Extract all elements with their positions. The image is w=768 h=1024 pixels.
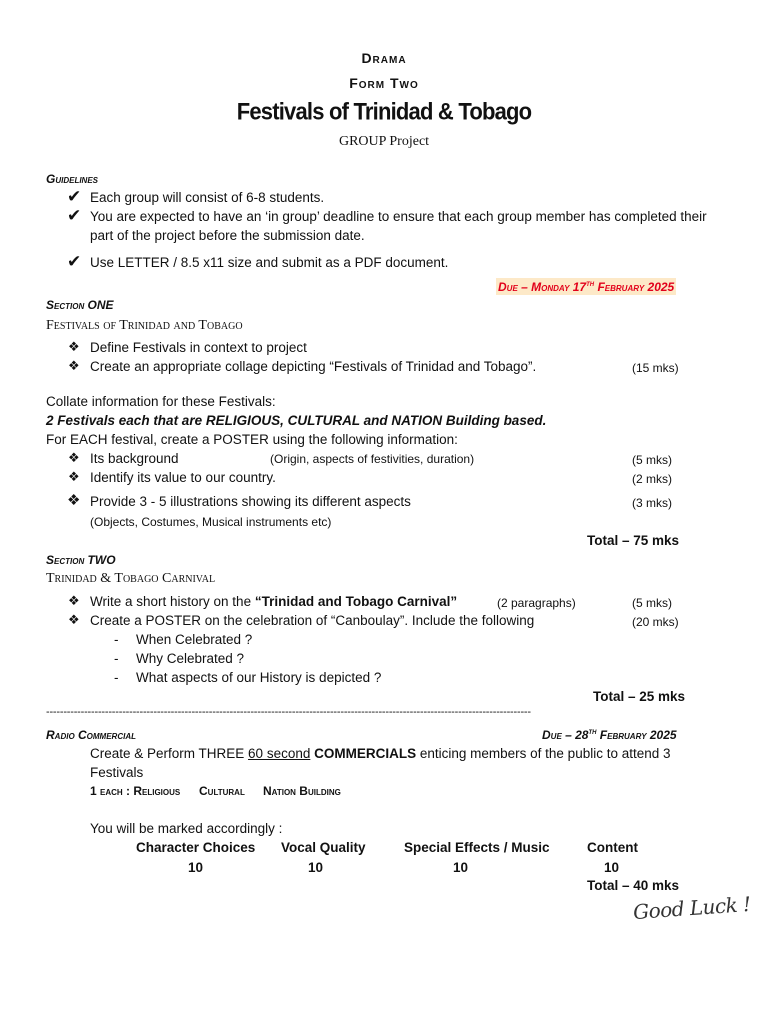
festivals-requirement: 2 Festivals each that are RELIGIOUS, CULTURAL and NATION Building based. [46, 413, 547, 428]
marked-accordingly: You will be marked accordingly : [90, 821, 283, 836]
dash-bullet: - [114, 651, 119, 666]
check-icon: ✔ [67, 206, 82, 225]
diamond-bullet-icon: ❖ [68, 612, 80, 627]
poster-item: Identify its value to our country. [90, 470, 276, 485]
guideline-item: Each group will consist of 6-8 students. [90, 190, 325, 205]
section-one-subheading: Festivals of Trinidad and Tobago [46, 318, 243, 333]
section-one-heading: Section ONE [46, 298, 114, 312]
section-one-bullet: Define Festivals in context to project [90, 340, 307, 355]
due-date-sup: th [586, 279, 595, 288]
guidelines-heading: Guidelines [46, 172, 99, 186]
radio-total: Total – 40 mks [587, 878, 680, 893]
section-two-item-text: Write a short history on the [90, 594, 255, 609]
section-two-subheading: Trinidad & Tobago Carnival [46, 571, 216, 586]
section-one-total: Total – 75 mks [587, 533, 680, 548]
illustrations-note: (Objects, Costumes, Musical instruments etc) [90, 515, 332, 529]
paragraphs-note: (2 paragraphs) [497, 596, 576, 610]
section-two-item-bold: “Trinidad and Tobago Carnival” [254, 594, 458, 609]
marks-label: (5 mks) [632, 596, 672, 610]
radio-due-suffix: February 2025 [596, 728, 677, 742]
diamond-bullet-icon: ❖ [68, 358, 80, 373]
criteria-score: 10 [308, 860, 324, 875]
due-date-highlight [496, 278, 676, 295]
guideline-item: You are expected to have an ‘in group’ deadline to ensure that each group member has completed their [90, 209, 707, 224]
radio-due-date [542, 727, 677, 742]
section-two-item: Create a POSTER on the celebration of “Canboulay”. Include the following [90, 613, 535, 628]
marks-label: (3 mks) [632, 496, 672, 510]
radio-text-underlined: 60 second [248, 746, 311, 761]
dash-bullet: - [114, 670, 119, 685]
subject-heading: Drama [361, 50, 407, 66]
diamond-bullet-icon: ❖ [67, 492, 81, 509]
criteria-score: 10 [188, 860, 204, 875]
diamond-bullet-icon: ❖ [68, 339, 80, 354]
radio-text-a: Create & Perform THREE [90, 746, 249, 761]
radio-heading: Radio Commercial [46, 728, 136, 742]
radio-text-c: enticing members of the public to attend 3 [416, 746, 671, 761]
sub-item: Why Celebrated ? [136, 651, 245, 666]
due-date-suffix: February 2025 [594, 280, 675, 294]
criteria-score: 10 [453, 860, 469, 875]
diamond-bullet-icon: ❖ [68, 469, 80, 484]
dash-bullet: - [114, 632, 119, 647]
section-two-heading: Section TWO [46, 553, 116, 567]
criteria-label: Special Effects / Music [404, 840, 550, 855]
poster-item-note: (Origin, aspects of festivities, duration) [270, 452, 475, 466]
radio-each-religious: 1 each : Religious [90, 784, 181, 798]
check-icon: ✔ [67, 187, 82, 206]
marks-label: (20 mks) [632, 615, 679, 629]
section-two-item [90, 594, 457, 609]
criteria-label: Content [587, 840, 638, 855]
radio-each-cultural: Cultural [199, 784, 245, 798]
criteria-label: Character Choices [136, 840, 256, 855]
marks-label: (2 mks) [632, 472, 672, 486]
section-two-total: Total – 25 mks [593, 689, 686, 704]
marks-label: (15 mks) [632, 361, 679, 375]
sub-item: When Celebrated ? [136, 632, 253, 647]
guideline-item-continued: part of the project before the submission date. [90, 228, 365, 243]
poster-intro: For EACH festival, create a POSTER using the following information: [46, 432, 458, 447]
radio-due-prefix: Due – 28 [542, 728, 589, 742]
guideline-item: Use LETTER / 8.5 x11 size and submit as a PDF document. [90, 255, 449, 270]
poster-item: Its background [90, 451, 179, 466]
dashed-divider: -------------------------------------------------------------------------------------------------------------------------------------------- [46, 706, 531, 718]
diamond-bullet-icon: ❖ [68, 593, 80, 608]
check-icon: ✔ [67, 252, 82, 271]
good-luck-signoff: Good Luck ! [632, 891, 752, 925]
radio-text-bold: COMMERCIALS [310, 746, 417, 761]
form-heading: Form Two [349, 75, 419, 91]
criteria-label: Vocal Quality [281, 840, 366, 855]
document-subtitle: GROUP Project [338, 134, 430, 149]
poster-item: Provide 3 - 5 illustrations showing its different aspects [90, 494, 411, 509]
diamond-bullet-icon: ❖ [68, 450, 80, 465]
radio-instructions [90, 746, 671, 761]
due-date-prefix: Due – Monday 17 [498, 280, 587, 294]
radio-due-sup: th [588, 727, 597, 736]
radio-each-nation: Nation Building [263, 784, 341, 798]
section-one-bullet: Create an appropriate collage depicting “Festivals of Trinidad and Tobago”. [90, 359, 537, 374]
radio-instructions-continued: Festivals [90, 765, 144, 780]
document-title: Festivals of Trinidad & Tobago [236, 97, 532, 125]
collate-text: Collate information for these Festivals: [46, 394, 276, 409]
marks-label: (5 mks) [632, 453, 672, 467]
sub-item: What aspects of our History is depicted ? [136, 670, 382, 685]
criteria-score: 10 [604, 860, 620, 875]
